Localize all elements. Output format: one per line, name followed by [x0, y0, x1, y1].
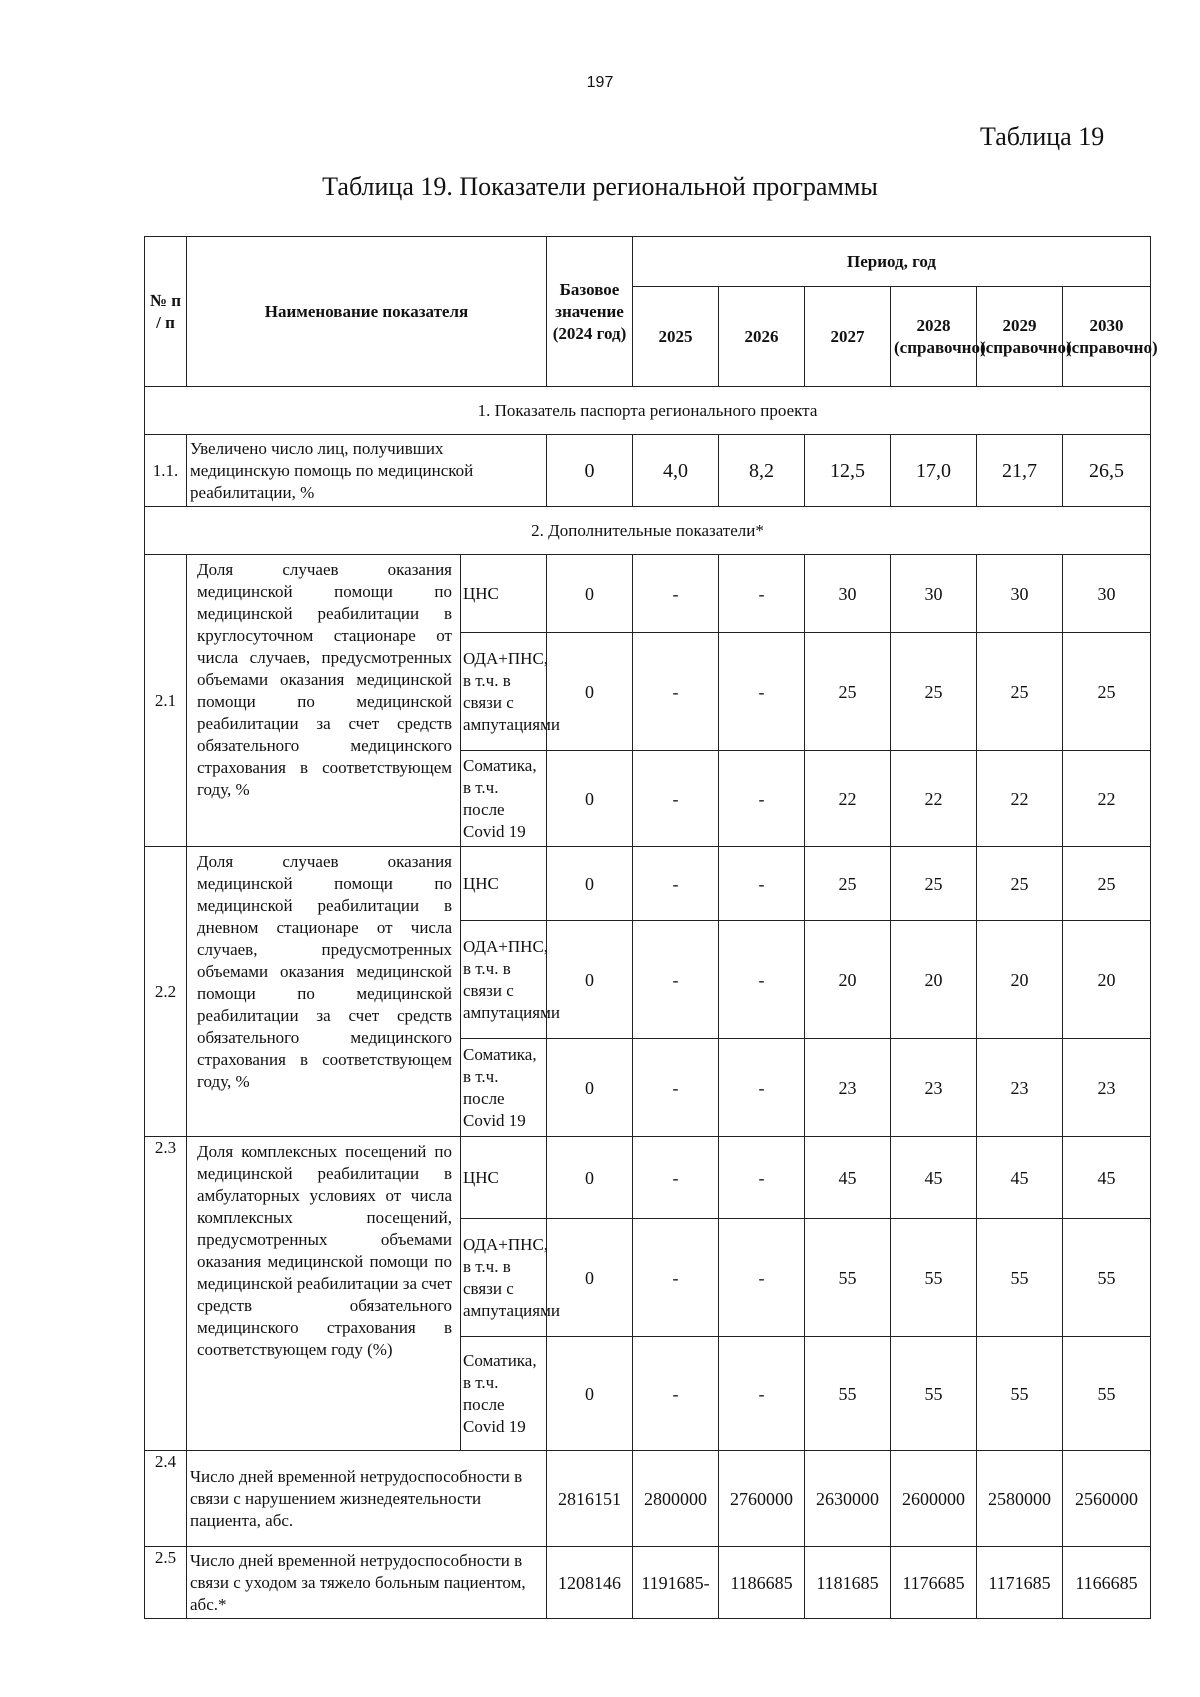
cell-value: 25: [977, 847, 1063, 921]
row-name: Число дней временной нетрудоспособности в связи с нарушением жизнедеятельности пациента, абс.: [187, 1451, 547, 1547]
header-year: 2028 (справочно): [891, 287, 977, 387]
cell-value: 55: [805, 1337, 891, 1451]
cell-value: 2630000: [805, 1451, 891, 1547]
cell-value: 0: [547, 633, 633, 751]
cell-value: 25: [977, 633, 1063, 751]
cell-value: -: [633, 751, 719, 847]
row-sublabel: ОДА+ПНС, в т.ч. в связи с ампутациями: [461, 633, 547, 751]
cell-value: 55: [891, 1337, 977, 1451]
header-row: [145, 237, 1151, 287]
cell-value: 23: [977, 1039, 1063, 1137]
page-number: 197: [586, 74, 614, 91]
table-tag: Таблица 19: [980, 122, 1105, 151]
cell-value: 45: [1063, 1137, 1151, 1219]
cell-value: 1171685: [977, 1547, 1063, 1619]
row-name: Число дней временной нетрудоспособности в связи с уходом за тяжело больным пациентом, абс.*: [187, 1547, 547, 1619]
cell-value: 30: [891, 555, 977, 633]
cell-value: 0: [547, 1137, 633, 1219]
cell-value: 1186685: [719, 1547, 805, 1619]
cell-value: -: [633, 921, 719, 1039]
cell-value: 45: [977, 1137, 1063, 1219]
header-year: 2027: [805, 287, 891, 387]
cell-value: 45: [805, 1137, 891, 1219]
row-sublabel: ЦНС: [461, 1137, 547, 1219]
cell-value: -: [719, 847, 805, 921]
row-sublabel: Соматика, в т.ч. после Covid 19: [461, 1039, 547, 1137]
cell-value: 0: [547, 847, 633, 921]
cell-value: -: [719, 1337, 805, 1451]
cell-value: -: [633, 1337, 719, 1451]
row-sublabel: ЦНС: [461, 555, 547, 633]
row-sublabel: Соматика, в т.ч. после Covid 19: [461, 1337, 547, 1451]
cell-value: 2600000: [891, 1451, 977, 1547]
cell-value: -: [719, 1039, 805, 1137]
cell-value: 23: [805, 1039, 891, 1137]
cell-value: -: [719, 1137, 805, 1219]
row-name: Доля случаев оказания медицинской помощи по медицинской реабилитации в дневном стационаре от числа случаев, предусмотренных объемами оказания медицинской помощи по медицинской реабилитации за счет средств обязательного медицинского страхования в соответствующем году, %: [187, 847, 461, 1137]
cell-value: 0: [547, 1039, 633, 1137]
cell-value: -: [633, 633, 719, 751]
page-title: Таблица 19. Показатели региональной программы: [322, 172, 878, 201]
cell-value: 45: [891, 1137, 977, 1219]
cell-value: 55: [891, 1219, 977, 1337]
row-name: Доля случаев оказания медицинской помощи по медицинской реабилитации в круглосуточном стационаре от числа случаев, предусмотренных объемами оказания медицинской помощи по медицинской реабилитации за счет средств обязательного медицинского страхования в соответствующем году, %: [187, 555, 461, 847]
cell-value: 17,0: [891, 435, 977, 507]
section-title: 2. Дополнительные показатели*: [145, 507, 1151, 555]
row-sublabel: ОДА+ПНС, в т.ч. в связи с ампутациями: [461, 921, 547, 1039]
cell-value: -: [719, 1219, 805, 1337]
cell-value: 22: [1063, 751, 1151, 847]
indicators-table: [144, 236, 1158, 1619]
cell-value: -: [719, 633, 805, 751]
cell-value: 55: [805, 1219, 891, 1337]
row-num: 2.1: [145, 555, 187, 847]
cell-value: 1191685-: [633, 1547, 719, 1619]
cell-value: -: [719, 555, 805, 633]
header-base: Базовое значение (2024 год): [547, 237, 633, 387]
cell-value: 22: [891, 751, 977, 847]
cell-value: -: [633, 847, 719, 921]
cell-value: 55: [1063, 1219, 1151, 1337]
cell-value: 0: [547, 751, 633, 847]
cell-value: 8,2: [719, 435, 805, 507]
cell-value: 25: [891, 847, 977, 921]
cell-value: 20: [977, 921, 1063, 1039]
header-num: № п / п: [145, 237, 187, 387]
header-period: Период, год: [633, 237, 1151, 287]
header-name: Наименование показателя: [187, 237, 547, 387]
row-num: 2.4: [145, 1451, 187, 1547]
cell-value: 22: [805, 751, 891, 847]
row-name: Увеличено число лиц, получивших медицинскую помощь по медицинской реабилитации, %: [187, 435, 547, 507]
cell-value: 12,5: [805, 435, 891, 507]
section-title: 1. Показатель паспорта регионального проекта: [145, 387, 1151, 435]
cell-value: 1166685: [1063, 1547, 1151, 1619]
cell-value: 55: [977, 1219, 1063, 1337]
cell-value: 30: [1063, 555, 1151, 633]
cell-value: 23: [1063, 1039, 1151, 1137]
table-row: [145, 555, 1151, 633]
row-num: 2.5: [145, 1547, 187, 1619]
cell-value: 1176685: [891, 1547, 977, 1619]
row-sublabel: Соматика, в т.ч. после Covid 19: [461, 751, 547, 847]
cell-value: -: [719, 751, 805, 847]
cell-value: 25: [805, 847, 891, 921]
section-row: [145, 507, 1151, 555]
header-year: 2025: [633, 287, 719, 387]
cell-value: 4,0: [633, 435, 719, 507]
cell-value: 2580000: [977, 1451, 1063, 1547]
cell-value: 21,7: [977, 435, 1063, 507]
cell-value: 0: [547, 921, 633, 1039]
cell-value: 25: [1063, 847, 1151, 921]
cell-value: 26,5: [1063, 435, 1151, 507]
cell-value: -: [633, 555, 719, 633]
cell-value: 1181685: [805, 1547, 891, 1619]
cell-value: 0: [547, 555, 633, 633]
cell-value: 0: [547, 1337, 633, 1451]
header-year: 2026: [719, 287, 805, 387]
cell-value: 55: [977, 1337, 1063, 1451]
header-year: 2030 (справочно): [1063, 287, 1151, 387]
cell-value: 20: [891, 921, 977, 1039]
table-row: [145, 847, 1151, 921]
cell-value: 30: [977, 555, 1063, 633]
cell-value: -: [719, 921, 805, 1039]
row-num: 2.3: [145, 1137, 187, 1451]
row-name: Доля комплексных посещений по медицинской реабилитации в амбулаторных условиях от числа комплексных посещений, предусмотренных объемами оказания медицинской помощи по медицинской реабилитации за счет средств обязательного медицинского страхования в соответствующем году (%): [187, 1137, 461, 1451]
cell-value: -: [633, 1039, 719, 1137]
cell-value: -: [633, 1137, 719, 1219]
cell-value: -: [633, 1219, 719, 1337]
cell-value: 25: [891, 633, 977, 751]
header-year: 2029 (справочно): [977, 287, 1063, 387]
row-num: 2.2: [145, 847, 187, 1137]
cell-value: 20: [805, 921, 891, 1039]
cell-value: 30: [805, 555, 891, 633]
table-row: [145, 1451, 1151, 1547]
row-sublabel: ОДА+ПНС, в т.ч. в связи с ампутациями: [461, 1219, 547, 1337]
section-row: [145, 387, 1151, 435]
cell-value: 20: [1063, 921, 1151, 1039]
cell-value: 25: [805, 633, 891, 751]
cell-value: 1208146: [547, 1547, 633, 1619]
cell-value: 22: [977, 751, 1063, 847]
cell-value: 0: [547, 1219, 633, 1337]
cell-value: 25: [1063, 633, 1151, 751]
table-row: [145, 1547, 1151, 1619]
cell-value: 23: [891, 1039, 977, 1137]
cell-value: 2560000: [1063, 1451, 1151, 1547]
table-row: [145, 435, 1151, 507]
cell-value: 2760000: [719, 1451, 805, 1547]
table-row: [145, 1137, 1151, 1219]
cell-value: 2816151: [547, 1451, 633, 1547]
row-sublabel: ЦНС: [461, 847, 547, 921]
cell-value: 2800000: [633, 1451, 719, 1547]
cell-value: 0: [547, 435, 633, 507]
row-num: 1.1.: [145, 435, 187, 507]
cell-value: 55: [1063, 1337, 1151, 1451]
